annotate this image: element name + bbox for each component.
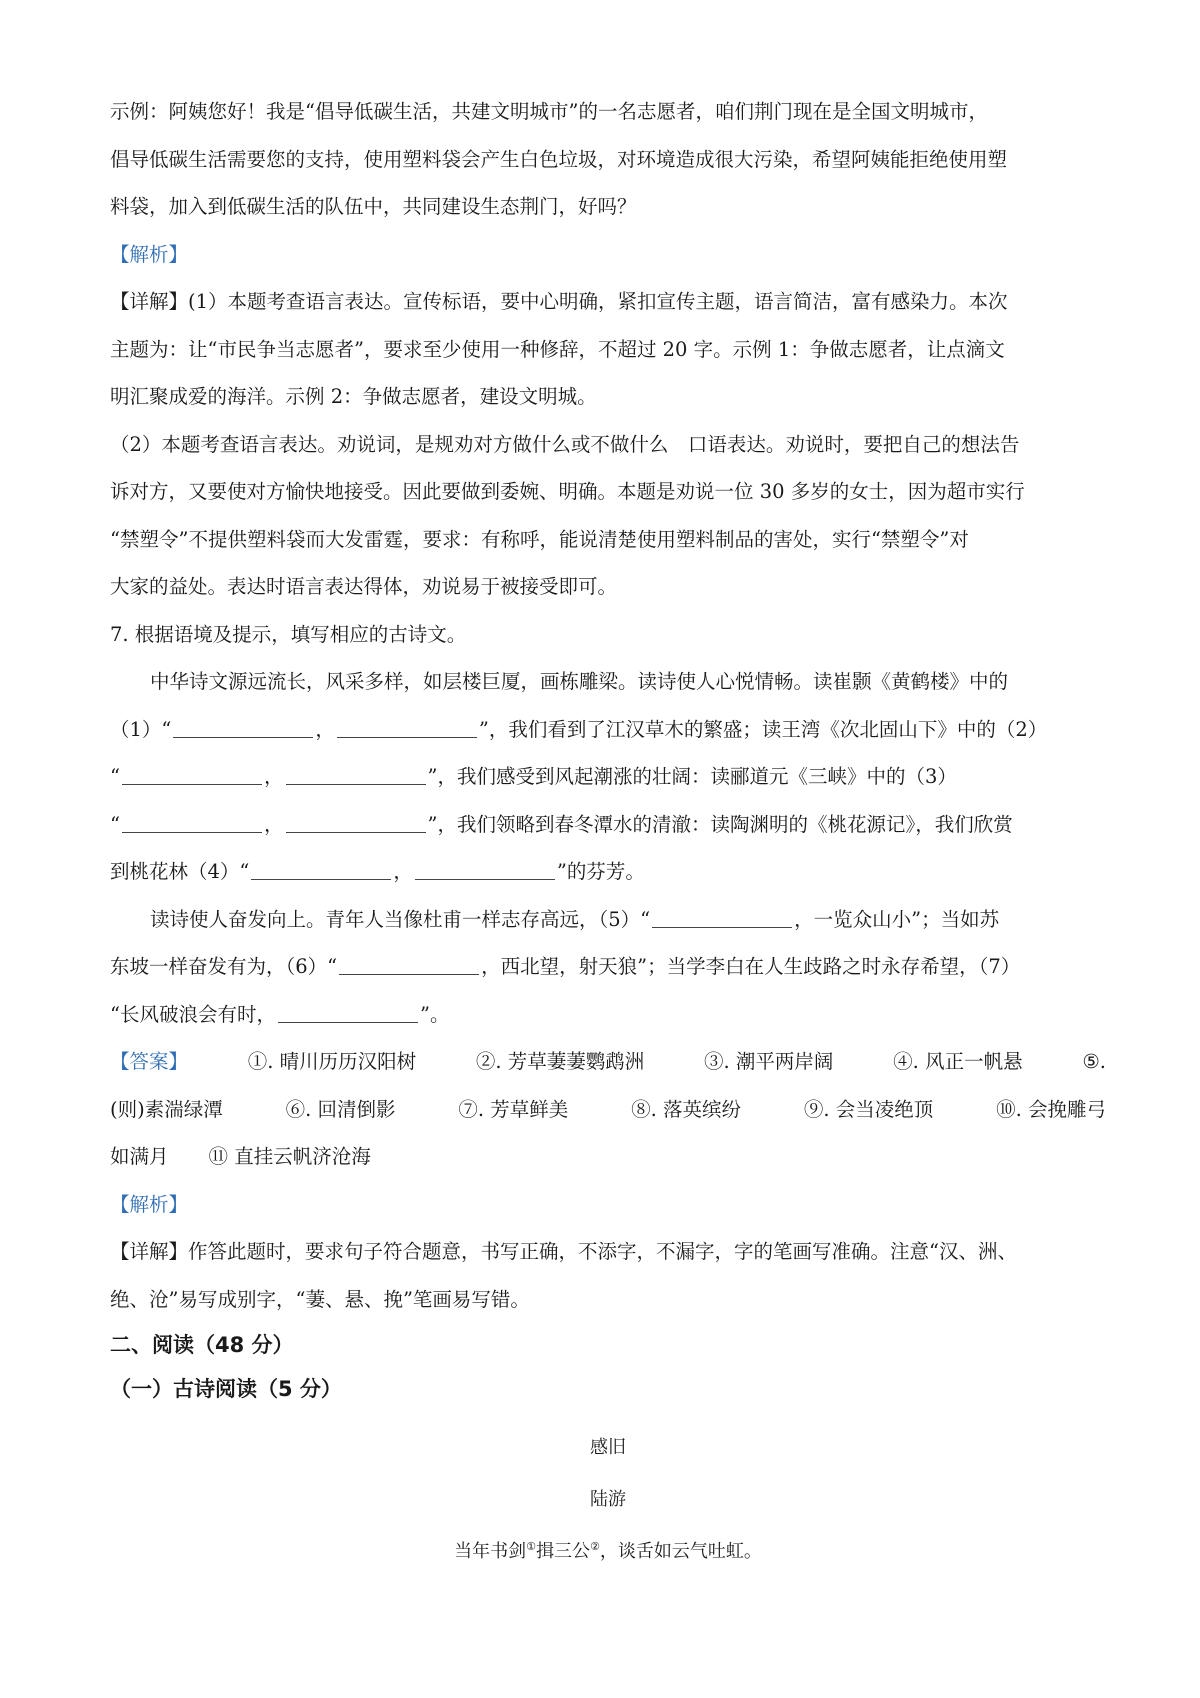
answer-row	[110, 1133, 1106, 1181]
answer-item: (则)素湍绿潭	[110, 1097, 223, 1121]
answer-item: ⑧. 落英缤纷	[631, 1097, 741, 1121]
answer-row	[110, 1038, 1106, 1086]
answer-item: ⑦. 芳草鲜美	[458, 1097, 569, 1121]
answer-item: ⑥. 回清倒影	[285, 1097, 396, 1121]
q7-paragraph-line: 到桃花林（4）“ ， ”的芬芳。	[110, 860, 645, 883]
q6-detail-line: 明汇聚成爱的海洋。示例 2：争做志愿者，建设文明城。	[110, 385, 597, 408]
detail-label: 【详解】	[110, 1240, 189, 1263]
q6-detail-line: 【详解】(1）本题考查语言表达。宣传标语，要中心明确，紧扣宣传主题，语言简洁，富有感染力。本次	[110, 290, 1008, 313]
section-heading-poetry: （一）古诗阅读（5 分）	[110, 1377, 342, 1401]
fill-blank[interactable]	[339, 955, 479, 976]
analysis-label: 【解析】	[110, 242, 189, 266]
q7-paragraph-line: 东坡一样奋发有为，（6）“ ，西北望，射天狼”；当学李白在人生歧路之时永存希望，（7）	[110, 955, 1021, 978]
fill-blank[interactable]	[415, 860, 555, 881]
analysis-label: 【解析】	[110, 1192, 189, 1216]
section-heading-reading: 二、阅读（48 分）	[110, 1333, 294, 1357]
answer-row	[110, 1086, 1106, 1134]
fill-blank[interactable]	[122, 812, 262, 833]
answer-item: ②. 芳草萋萋鹦鹉洲	[475, 1050, 645, 1073]
document-page	[110, 88, 1106, 1563]
fill-blank[interactable]	[286, 765, 426, 786]
footnote-marker: ②	[590, 1540, 600, 1553]
q7-detail-line: 绝、沧”易写成别字，“萋、悬、挽”笔画易写错。	[110, 1287, 530, 1311]
q7-detail-line: 【详解】作答此题时，要求句子符合题意，书写正确，不添字，不漏字，字的笔画写准确。注意“汉、洲、	[110, 1240, 1017, 1263]
q6-example-line: 示例：阿姨您好！我是“倡导低碳生活，共建文明城市”的一名志愿者，咱们荆门现在是全国文明城市，	[110, 100, 988, 123]
q6-detail-line: 主题为：让“市民争当志愿者”，要求至少使用一种修辞，不超过 20 字。示例 1：争做志愿者，让点滴文	[110, 337, 1005, 361]
q6-example-line: 料袋，加入到低碳生活的队伍中，共同建设生态荆门，好吗？	[110, 195, 637, 218]
poem-line: 当年书剑①揖三公②，谈舌如云气吐虹。	[454, 1540, 762, 1562]
q6-detail-line: （2）本题考查语言表达。劝说词，是规劝对方做什么或不做什么 口语表达。劝说时，要把自己的想法告	[110, 432, 1020, 456]
q7-paragraph-line: 中华诗文源远流长，风采多样，如层楼巨厦，画栋雕梁。读诗使人心悦情畅。读崔颢《黄鹤楼》中的	[150, 670, 1009, 693]
fill-blank[interactable]	[286, 812, 426, 833]
footnote-marker: ①	[526, 1540, 536, 1553]
q7-title: 7. 根据语境及提示，填写相应的古诗文。	[110, 622, 467, 646]
fill-blank[interactable]	[278, 1002, 418, 1023]
answer-item: ④. 风正一帆悬	[893, 1050, 1023, 1073]
answer-item: ③. 潮平两岸阔	[704, 1050, 834, 1073]
poem-author: 陆游	[590, 1489, 626, 1510]
fill-blank[interactable]	[337, 717, 477, 738]
answer-item: ⑪ 直挂云帆济沧海	[208, 1145, 371, 1168]
q7-paragraph-line: （1）“ ， ”，我们看到了江汉草木的繁盛；读王湾《次北固山下》中的（2）	[110, 717, 1048, 741]
answer-item: ⑩. 会挽雕弓	[996, 1097, 1106, 1121]
q7-paragraph-line: “ ， ”，我们感受到风起潮涨的壮阔：读郦道元《三峡》中的（3）	[110, 765, 957, 788]
fill-blank[interactable]	[251, 860, 391, 881]
answer-item: ⑤.	[1082, 1050, 1106, 1073]
q6-example-line: 倡导低碳生活需要您的支持，使用塑料袋会产生白色垃圾，对环境造成很大污染，希望阿姨能拒绝使用塑	[110, 147, 1008, 171]
answer-item: ⑨. 会当凌绝顶	[803, 1097, 934, 1121]
poem-title: 感旧	[590, 1437, 626, 1458]
fill-blank[interactable]	[173, 717, 313, 738]
answer-item: ①. 晴川历历汉阳树	[247, 1050, 417, 1073]
answer-label: 【答案】	[110, 1050, 189, 1073]
q7-paragraph-line: 读诗使人奋发向上。青年人当像杜甫一样志存高远，（5）“ ，一览众山小”；当如苏	[150, 907, 1000, 931]
fill-blank[interactable]	[652, 907, 792, 928]
q6-detail-line: 大家的益处。表达时语言表达得体，劝说易于被接受即可。	[110, 575, 618, 598]
fill-blank[interactable]	[122, 765, 262, 786]
q6-detail-line: 诉对方，又要使对方愉快地接受。因此要做到委婉、明确。本题是劝说一位 30 多岁的女士，因为超市实行	[110, 480, 1025, 503]
q7-paragraph-line: “长风破浪会有时， ”。	[110, 1002, 450, 1026]
detail-label: 【详解】	[110, 290, 189, 313]
q7-paragraph-line: “ ， ”，我们领略到春冬潭水的清澈：读陶渊明的《桃花源记》，我们欣赏	[110, 812, 1013, 836]
answer-item: 如满月	[110, 1145, 169, 1168]
q6-detail-line: “禁塑令”不提供塑料袋而大发雷霆，要求：有称呼，能说清楚使用塑料制品的害处，实行“禁塑令”对	[110, 527, 969, 551]
